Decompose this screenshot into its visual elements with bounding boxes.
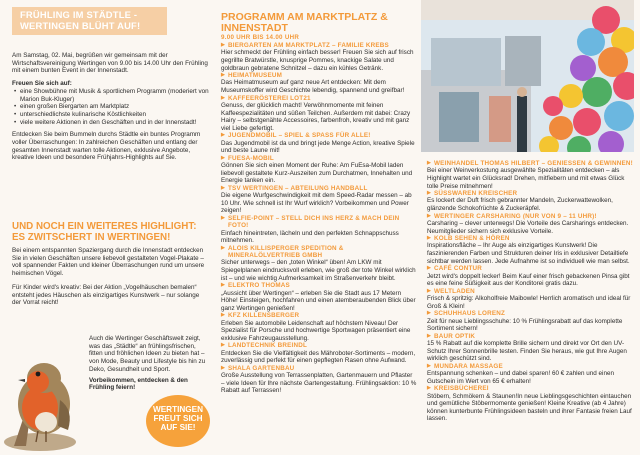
program-time: 9.00 UHR BIS 14.00 UHR (221, 34, 300, 41)
program-entry-name: ▶ FUESA-MOBIL (221, 155, 417, 162)
program-entry-name: ▶ WERTINGER CARSHARING (NUR VON 9 – 11 UHR)! (427, 213, 634, 220)
program-entry (427, 190, 634, 213)
program-entry-desc: Stöbern, Schmökern & Staunen!In neue Lieblingsgeschichten eintauchen und gemütliche Stöbermomente genießen! Kleine Kreative (ab 4 Jahre) können kunterbunte Frühlingsideen basteln und ihrer Fantasie freien Lauf lassen. (427, 392, 632, 423)
program-entry-desc: Inspirationsfläche – Ihr Auge als einzigartiges Kunstwerk! Die faszinierenden Farben und Strukturen deiner Iris in exklusiver Detailtiefe sichtbar werden lassen. Jede Aufnahme ist so individuell wie man selbst. (427, 242, 630, 265)
program-entry (427, 385, 634, 423)
program-entry-desc: Erleben Sie automobile Leidenschaft auf höchstem Niveau! Der Spezialist für Porsche und hochwertige Sportwagen präsentiert eine exklusive Fahrzeugausstellung. (221, 319, 411, 342)
program-entry (221, 282, 417, 312)
program-entry (221, 215, 417, 245)
program-entry (221, 42, 417, 72)
program-entry (221, 365, 417, 395)
program-entry-desc: Das Heimatmuseum auf ganz neue Art entdecken: Mit dem Museumskoffer wird Geschichte lebendig, spannend und greifbar! (221, 79, 405, 94)
program-entry-name: ▶ ELEKTRO THOMAS (221, 282, 417, 289)
program-entry (221, 342, 417, 365)
program-entry-name: ▶ SCHUHHAUS LORENZ (427, 310, 634, 317)
program-entry-desc: Hier schmeckt der Frühling einfach besser! Freuen Sie sich auf frisch gegrillte Bratwürstle, knusprige Pommes, knackige Salate und goldbraun gebratene Schnitzel – dazu ein kühles Getränk. (221, 49, 414, 72)
bullet-item: • einen großen Biergarten am Marktplatz (14, 103, 209, 111)
program-entry-name: ▶ BAUR OPTIK (427, 333, 634, 340)
program-entry-desc: Die eigene Wurfgeschwindigkeit mit dem Speed-Radar messen – ab 10 Uhr. Wie schnell ist Ihr Wurf wirklich? Vorbeikommen und Power zeigen! (221, 192, 412, 215)
bullet-item: • eine Showbühne mit Musik & sportlichem Programm (moderiert von Marion Buk-Kluger) (14, 88, 209, 103)
highlight-text-2: Für Kinder wird's kreativ: Bei der Aktion „Vogelhäuschen bemalen“ entsteht jedes Häuschen als einzigartiges Kunstwerk – nur solange der Vorrat reicht! (12, 283, 200, 307)
program-entry-desc: Einfach hineintreten, lächeln und den perfekten Schnappschuss mitnehmen. (221, 229, 399, 245)
program-entry (427, 333, 634, 363)
robin-text: Auch die Wertinger Geschäftswelt zeigt, was das „Städtle“ an frühlingsfrischen, fitten und fröhlichen Ideen zu bieten hat – von Mode, Beauty und Lifestyle bis hin zu Deko, Gesundheit und Sport. (89, 335, 206, 373)
program-entry-name: ▶ BIERGARTEN AM MARKTPLATZ – FAMILIE KREBS (221, 42, 417, 49)
program-entry-name: ▶ KFZ KILLENSBERGER (221, 312, 417, 319)
program-list (221, 42, 417, 395)
program-entry-name: ▶ SELFIE-POINT – STELL DICH INS HERZ & MACH DEIN FOTO! (221, 215, 417, 230)
program-entry-name: ▶ JUGENDMOBIL – SPIEL & SPASS FÜR ALLE! (221, 132, 417, 139)
program-entry-name: ▶ MUNDARA MASSAGE (427, 363, 634, 370)
highlight-section (12, 222, 209, 307)
program-entry-desc: Es lockert der Duft frisch gebrannter Mandeln, Zuckerwattewolken, glänzende Schokofrüchte & Zuckeräpfel. (427, 197, 613, 212)
program-entry-desc: Entspannung schenken – und dabei sparen! 60 € zahlen und einen Gutschein im Wert von 65 € erhalten! (427, 370, 614, 385)
program-entry-desc: Genuss, der glücklich macht! Verwöhnmomente mit feinen Kaffeespezialitäten und süßen Teilchen. Außerdem mit dabei: Crazy Hairy – selbstgenähte Accessoires, farbenfroh, kreativ und mit ganz viel Liebe gefertigt. (221, 101, 411, 132)
bullet-item: • unterschiedlichste kulinarische Köstlichkeiten (14, 111, 209, 119)
badge: WERTINGEN FREUT SICH AUF SIE! (146, 395, 210, 447)
program-entry-desc: Gönnen Sie sich einen Moment der Ruhe: Am FuEsa-Mobil laden liebevoll gestaltete Kurz-Auszeiten zum Durchatmen, Innehalten und Energie tanken ein. (221, 162, 413, 185)
program-entry-name: ▶ KREISBÜCHEREI (427, 385, 634, 392)
program-entry-name: ▶ SÜSSWAREN KREISCHER (427, 190, 634, 197)
program-entry-desc: Das Jugendmobil ist da und bringt jede Menge Action, kreative Spiele und beste Laune mit! (221, 139, 415, 155)
program-entry-desc: Entdecken Sie die Vielfältigkeit des Mähroboter-Sortiments – modern, zuverlässig und perfekt für einen gepflegten Rasen ohne Aufwand. (221, 349, 416, 365)
left-header: FRÜHLING IM STÄDTLE - WERTINGEN BLÜHT AUF! (12, 7, 167, 35)
intro-text: Am Samstag, 02. Mai, begrüßen wir gemeinsam mit der Wirtschaftsvereinigung Wertingen von 9.00 bis 14.00 Uhr den Frühling mit einem bunten Event in der Innenstadt. (12, 52, 208, 75)
program-entry-name: ▶ LANDTECHNIK BREINDL (221, 342, 417, 349)
program-entry-desc: Sicher unterwegs – den „toten Winkel“ üben! Am LKW mit Spiegelplanen eindrucksvoll erleben, wie groß der tote Winkel wirklich ist – und wie wichtig Aufmerksamkeit im Straßenverkehr bleibt. (221, 259, 416, 282)
program-entry (221, 132, 417, 155)
bullet-item: • viele weitere Aktionen in den Geschäften und in der Innenstadt! (14, 119, 209, 127)
program-entry (427, 363, 634, 386)
robin-image (0, 330, 82, 455)
program-entry (427, 160, 634, 190)
bullet-list (14, 88, 209, 127)
program-entry-name: ▶ WELTLADEN (427, 288, 634, 295)
program-entry (221, 185, 417, 215)
fuer-title: Freuen Sie sich auf: (12, 80, 72, 88)
program-entry-name: ▶ CAFÉ CONTUR (427, 265, 634, 272)
robin-text-2: Vorbeikommen, entdecken & den Frühling feiern! (89, 376, 188, 392)
program-entry (221, 95, 417, 133)
program-entry-desc: Jetzt wird's doppelt lecker! Beim Kauf einer frisch gebackenen Pinsa gibt es eine feine Süßigkeit aus der Konditorei gratis dazu. (427, 272, 630, 288)
program-entry-name: ▶ WEINHANDEL THOMAS HILBERT – GENIESSEN & GEWINNEN! (427, 160, 634, 167)
program-entry (427, 213, 634, 236)
program-entry (221, 245, 417, 282)
program-entry-name: ▶ KOLB SEHEN & HÖREN (427, 235, 634, 242)
program-entry-name: ▶ ALOIS KILLISPERGER SPEDITION & MINERALÖLVERTRIEB GMBH (221, 245, 417, 260)
program-entry (221, 155, 417, 185)
intro-text-2: Entdecken Sie beim Bummeln durchs Städtle ein buntes Programm voller Überraschungen: In zahlreichen Geschäften und entlang der gesamten Innenstadt warten tolle Aktionen, exklusive Angebote, kreative Ideen und besondere Frühjahrs-Highlights auf Sie. (12, 131, 201, 162)
program-entry-name: ▶ SHALA GARTENBAU (221, 365, 417, 372)
program-entry (427, 265, 634, 288)
program-entry-desc: Zeit für neue Lieblingsschuhe: 10 % Frühlingsrabatt auf das komplette Sortiment sichern! (427, 317, 623, 333)
program-entry-desc: Große Ausstellung von Terrassenplatten, Gartenmauern und Pflaster – viele Ideen für Ihre nächste Gartengestaltung. Frühlingsaktion: 10 % Rabatt auf Terrassen! (221, 372, 417, 395)
middle-column (221, 12, 417, 395)
program-entry (221, 312, 417, 342)
program-entry-desc: Carsharing – clever unterwegs! Die Vorteile des Carsharings entdecken. Neumitglieder sichern sich exklusive Vorteile. (427, 219, 629, 235)
program-entry-name: ▶ TSV WERTINGEN – ABTEILUNG HANDBALL (221, 185, 417, 192)
program-entry-desc: Bei einer Weinverkostung ausgewählte Spezialitäten entdecken – als Highlight wartet ein Glücksrad! Drehen, mitfiebern und mit etwas Glück tolle Preise mitnehmen! (427, 167, 625, 190)
left-column (0, 0, 211, 455)
program-entry (427, 288, 634, 311)
highlight-title: UND NOCH EIN WEITERES HIGHLIGHT: ES ZWITSCHERT IN WERTINGEN! (12, 221, 197, 243)
program-entry (427, 310, 634, 333)
robin-text-section (89, 335, 207, 392)
program-entry-desc: 15 % Rabatt auf die komplette Brille sichern und direkt vor Ort den UV-Schutz Ihrer Sonnenbrille testen. Finden Sie heraus, wie gut Ihre Augen wirklich geschützt sind. (427, 340, 627, 363)
program-entry (427, 235, 634, 265)
highlight-text: Bei einem entspannten Spaziergang durch die Innenstadt entdecken Sie in vielen Geschäften unsere liebevoll gestalteten Vogel-Plakate – voll spannender Fakten und kleiner Überraschungen rund um unsere heimischen Vögel. (12, 247, 205, 278)
balloon-photo (421, 0, 634, 152)
program-entry-desc: „Aussicht über Wertingen“ – erleben Sie die Stadt aus 17 Metern Höhe! Einsteigen, hochfahren und einen atemberaubenden Blick über ganz Wertingen genießen! (221, 289, 416, 312)
program-list-right (427, 160, 634, 423)
program-title: PROGRAMM AM MARKTPLATZ & INNENSTADT (221, 11, 388, 34)
intro-section (12, 52, 209, 162)
program-entry-name: ▶ HEIMATMUSEUM (221, 72, 417, 79)
program-entry-desc: Frisch & spritzig: Alkoholfreie Maibowle! Herrlich aromatisch und ideal für Groß & Klein! (427, 295, 631, 310)
program-entry-name: ▶ KAFFEERÖSTEREI LOT21 (221, 95, 417, 102)
program-entry (221, 72, 417, 95)
